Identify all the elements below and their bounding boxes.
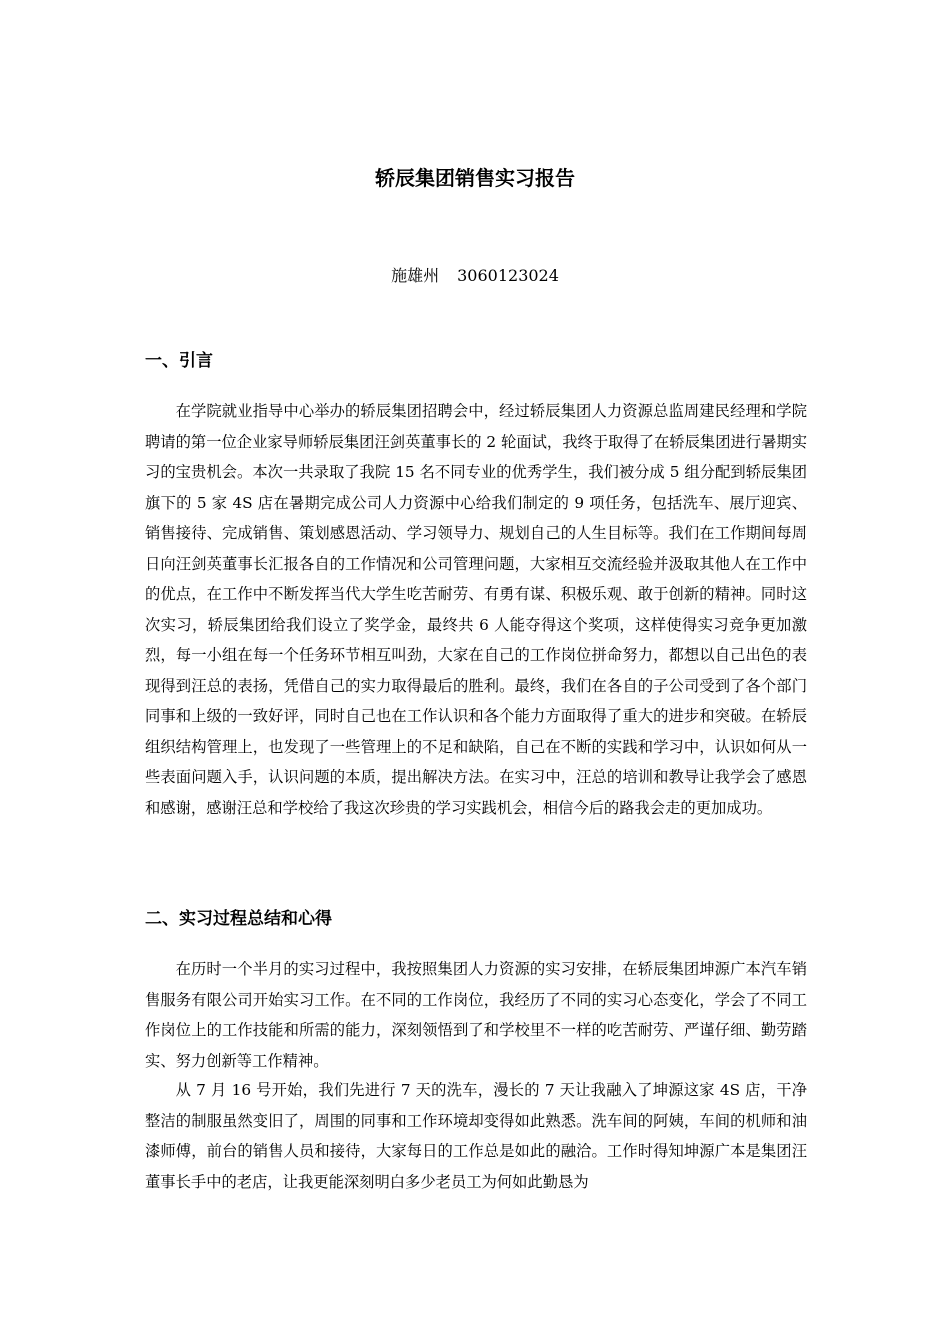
author-line (0, 262, 950, 290)
section-heading-introduction: 一、引言 (145, 351, 213, 371)
author-student-id: 3060123024 (457, 266, 559, 285)
document-title: 轿辰集团销售实习报告 (375, 166, 575, 190)
paragraph: 从 7 月 16 号开始，我们先进行 7 天的洗车，漫长的 7 天让我融入了坤源这家 4S 店，干净整洁的制服虽然变旧了，周围的同事和工作环境却变得如此熟悉。洗车间的阿姨，车间的机师和油漆师傅，前台的销售人员和接待，大家每日的工作总是如此的融洽。工作时得知坤源广本是集团汪董事长手中的老店，让我更能深刻明白多少老员工为何如此勤恳为 (145, 1081, 807, 1191)
paragraph: 在学院就业指导中心举办的轿辰集团招聘会中，经过轿辰集团人力资源总监周建民经理和学院聘请的第一位企业家导师轿辰集团汪剑英董事长的 2 轮面试，我终于取得了在轿辰集团进行暑期实习的宝贵机会。本次一共录取了我院 15 名不同专业的优秀学生，我们被分成 5 组分配到轿辰集团旗下的 5 家 4S 店在暑期完成公司人力资源中心给我们制定的 9 项任务，包括洗车、展厅迎宾、销售接待、完成销售、策划感恩活动、学习领导力、规划自己的人生目标等。我们在工作期间每周日向汪剑英董事长汇报各自的工作情况和公司管理问题，大家相互交流经验并汲取其他人在工作中的优点，在工作中不断发挥当代大学生吃苦耐劳、有勇有谋、积极乐观、敢于创新的精神。同时这次实习，轿辰集团给我们设立了奖学金，最终共 6 人能夺得这个奖项，这样使得实习竞争更加激烈，每一小组在每一个任务环节相互叫劲，大家在自己的工作岗位拼命努力，都想以自己出色的表现得到汪总的表扬，凭借自己的实力取得最后的胜利。最终，我们在各自的子公司受到了各个部门同事和上级的一致好评，同时自己也在工作认识和各个能力方面取得了重大的进步和突破。在轿辰组织结构管理上，也发现了一些管理上的不足和缺陷，自己在不断的实践和学习中，认识如何从一些表面问题入手，认识问题的本质，提出解决方法。在实习中，汪总的培训和教导让我学会了感恩和感谢，感谢汪总和学校给了我这次珍贵的学习实践机会，相信今后的路我会走的更加成功。 (145, 402, 807, 817)
section-heading-internship-summary: 二、实习过程总结和心得 (145, 909, 332, 929)
author-name: 施雄州 (391, 266, 440, 285)
paragraph: 在历时一个半月的实习过程中，我按照集团人力资源的实习安排，在轿辰集团坤源广本汽车销售服务有限公司开始实习工作。在不同的工作岗位，我经历了不同的实习心态变化，学会了不同工作岗位上的工作技能和所需的能力，深刻领悟到了和学校里不一样的吃苦耐劳、严谨仔细、勤劳踏实、努力创新等工作精神。 (145, 960, 807, 1070)
